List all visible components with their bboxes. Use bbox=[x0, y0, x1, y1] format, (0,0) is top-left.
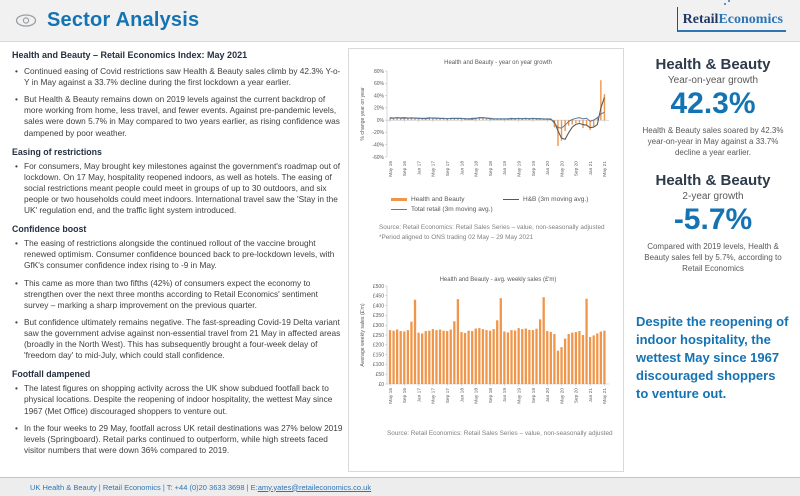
svg-text:Jan 21: Jan 21 bbox=[588, 388, 594, 403]
svg-text:Jan 17: Jan 17 bbox=[417, 388, 423, 403]
svg-text:Average weekly sales (£'m): Average weekly sales (£'m) bbox=[360, 303, 366, 367]
legend-label: Total retail (3m moving avg.) bbox=[411, 206, 493, 213]
source-line: Source: Retail Economics: Retail Sales Series – value, non-seasonally adjusted bbox=[387, 430, 613, 438]
legend-label: Health and Beauty bbox=[411, 196, 465, 203]
legend-swatch-dark bbox=[503, 199, 519, 201]
eye-icon bbox=[15, 13, 37, 28]
svg-text:Sep 19: Sep 19 bbox=[531, 388, 537, 404]
source-line: *Period aligned to ONS trading 02 May – 29 May 2021 bbox=[379, 233, 534, 241]
svg-text:May 19: May 19 bbox=[517, 388, 523, 404]
svg-text:Jan 19: Jan 19 bbox=[503, 161, 509, 176]
svg-text:May 18: May 18 bbox=[474, 161, 480, 177]
svg-text:Jan 18: Jan 18 bbox=[460, 388, 466, 403]
stat-block1-desc: Health & Beauty sales soared by 42.3% year-on-year in May against a 33.7% decline a year earlier. bbox=[642, 126, 784, 157]
svg-text:80%: 80% bbox=[373, 68, 384, 75]
svg-text:May 21: May 21 bbox=[603, 388, 609, 404]
legend-label: H&B (3m moving avg.) bbox=[523, 196, 589, 203]
svg-text:May 16: May 16 bbox=[388, 161, 394, 177]
bullet-point: • This came as more than two fifths (42%) of consumers expect the economy to strengthen over the next three months according to Retail Economics' sentiment survey – marking a sharp improvement on the previous quarter. bbox=[12, 278, 344, 311]
stat-block1-title: Health & Beauty bbox=[655, 56, 771, 73]
header-bar bbox=[0, 0, 800, 42]
svg-text:% change year on year: % change year on year bbox=[360, 87, 366, 141]
svg-text:Health and Beauty - avg. weekl: Health and Beauty - avg. weekly sales (£'m) bbox=[439, 277, 557, 284]
stats-column bbox=[634, 56, 792, 402]
svg-text:£0: £0 bbox=[378, 382, 384, 389]
bullet-point: • But confidence ultimately remains negative. The fast-spreading Covid-19 Delta variant saw the government advise against non-essential travel from 21 May in affected areas (broadly in the North West). This has subsequently brought a four-week delay of 'freedom day' to mid-July, which could stall confidence. bbox=[12, 317, 344, 361]
svg-text:May 16: May 16 bbox=[388, 388, 394, 404]
stat-block2-desc: Compared with 2019 levels, Health & Beauty sales fell by 5.7%, according to Retail Economics bbox=[644, 242, 782, 273]
stat-block2-title: Health & Beauty bbox=[655, 172, 771, 190]
svg-text:-40%: -40% bbox=[372, 142, 384, 149]
stat-block1-subtitle: Year-on-year growth bbox=[667, 75, 759, 86]
svg-text:20%: 20% bbox=[373, 105, 384, 112]
svg-text:60%: 60% bbox=[373, 81, 384, 88]
svg-text:May 18: May 18 bbox=[474, 388, 480, 404]
weekly-sales-chart bbox=[357, 272, 615, 422]
svg-text:May 17: May 17 bbox=[431, 161, 437, 177]
svg-text:40%: 40% bbox=[373, 93, 384, 100]
legend-item-total-retail bbox=[391, 206, 503, 213]
svg-text:-20%: -20% bbox=[372, 130, 384, 137]
svg-text:-60%: -60% bbox=[372, 154, 384, 161]
svg-text:£500: £500 bbox=[372, 284, 384, 291]
svg-text:May 20: May 20 bbox=[560, 388, 566, 404]
bullet-point: • The easing of restrictions alongside the continued rollout of the vaccine brought renewed optimism. Consumer confidence bounced back to pre-lockdown levels, with GfK's consumer confidence index rising to -9 in May. bbox=[12, 238, 344, 271]
source-line: Source: Retail Economics: Retail Sales Series – value, non-seasonally adjusted bbox=[379, 224, 605, 231]
page-title: Sector Analysis bbox=[47, 9, 200, 31]
svg-text:Health and Beauty - year on ye: Health and Beauty - year on year growth bbox=[444, 60, 552, 66]
legend-swatch-blue bbox=[391, 209, 407, 211]
svg-text:Sep 19: Sep 19 bbox=[531, 161, 537, 177]
svg-text:May 21: May 21 bbox=[603, 161, 609, 177]
svg-text:Sep 17: Sep 17 bbox=[445, 161, 451, 177]
report-title: Health and Beauty – Retail Economics Index: May 2021 bbox=[12, 50, 248, 60]
section-heading-easing: Easing of restrictions bbox=[12, 146, 102, 157]
bullet-point: • For consumers, May brought key milestones against the government's roadmap out of lockdown. On 17 May, hospitality reopened indoors, as well as hotels. The easing of social restrictions meant people could meet in groups of up to 30 outdoors, and six people or two households could meet indoors. International travel saw the 'Stay in the UK' regulation end, and the traffic light system introduced. bbox=[12, 161, 344, 217]
svg-text:May 20: May 20 bbox=[560, 161, 566, 177]
section-heading-footfall: Footfall dampened bbox=[12, 369, 91, 380]
svg-text:£150: £150 bbox=[372, 352, 384, 359]
svg-text:£300: £300 bbox=[372, 323, 384, 330]
svg-text:Jan 19: Jan 19 bbox=[503, 388, 509, 403]
svg-text:Sep 17: Sep 17 bbox=[445, 388, 451, 404]
bullet-point: • But Health & Beauty remains down on 2019 levels against the current backdrop of more working from home, less travel, and fewer events. Against pre-pandemic levels, sales were down 5.7% in May compared to two years earlier, as rising confidence was dampened by poor weather. bbox=[12, 94, 344, 138]
svg-text:May 17: May 17 bbox=[431, 388, 437, 404]
svg-text:Sep 20: Sep 20 bbox=[574, 161, 580, 177]
svg-text:Sep 18: Sep 18 bbox=[488, 388, 494, 404]
svg-text:£250: £250 bbox=[372, 333, 384, 340]
svg-text:Sep 18: Sep 18 bbox=[488, 161, 494, 177]
svg-text:Sep 16: Sep 16 bbox=[403, 388, 409, 404]
svg-text:Sep 20: Sep 20 bbox=[574, 388, 580, 404]
chart-source-note bbox=[379, 223, 615, 242]
svg-text:May 19: May 19 bbox=[517, 161, 523, 177]
bullet-point: • In the four weeks to 29 May, footfall across UK retail destinations was 27% below 2019 levels (Springboard). Retail parks continued to outperform, while high streets faced visitor numbers that were down 36% compared to 2019. bbox=[12, 423, 344, 456]
logo-retail-text: Retail bbox=[682, 12, 719, 27]
chart-panel bbox=[348, 48, 624, 472]
svg-text:Jan 18: Jan 18 bbox=[460, 161, 466, 176]
footer-bar bbox=[0, 477, 800, 496]
legend-item-hb-avg bbox=[503, 196, 615, 203]
pull-quote: Despite the reopening of indoor hospitality, the wettest May since 1967 discouraged shoppers to venture out. bbox=[636, 313, 789, 401]
yoy-growth-chart bbox=[357, 55, 615, 195]
svg-text:Jan 21: Jan 21 bbox=[588, 161, 594, 176]
footer-text: UK Health & Beauty | Retail Economics | T: +44 (0)20 3633 3698 | E: bbox=[30, 482, 258, 492]
bullet-point: • Continued easing of Covid restrictions saw Health & Beauty sales climb by 42.3% Y-o-Y in May against a 33.7% decline during the first lockdown a year earlier. bbox=[12, 66, 344, 88]
analysis-text-column bbox=[12, 50, 344, 462]
svg-text:Sep 16: Sep 16 bbox=[403, 161, 409, 177]
bullet-point: • The latest figures on shopping activity across the UK show subdued footfall back to physical locations. Despite the reopening of indoor hospitality, the wettest May since 1967 (Met Office) discouraged shoppers to venture out. bbox=[12, 383, 344, 416]
legend-swatch-orange bbox=[391, 198, 407, 202]
svg-text:£50: £50 bbox=[375, 372, 384, 379]
svg-text:£400: £400 bbox=[372, 303, 384, 310]
svg-text:£200: £200 bbox=[372, 342, 384, 349]
stat-block1-value: 42.3% bbox=[670, 87, 756, 120]
legend-item-health-beauty bbox=[391, 196, 503, 203]
svg-text:£350: £350 bbox=[372, 313, 384, 320]
svg-text:Jan 17: Jan 17 bbox=[417, 161, 423, 176]
svg-text:Jan 20: Jan 20 bbox=[546, 161, 552, 176]
svg-text:£450: £450 bbox=[372, 293, 384, 300]
chart-source-note bbox=[387, 429, 615, 439]
logo-economics-text: Economics bbox=[718, 12, 783, 27]
stat-block2-subtitle: 2-year growth bbox=[682, 191, 744, 203]
footer-email-link[interactable]: amy.yates@retaileconomics.co.uk bbox=[257, 482, 372, 492]
svg-text:£100: £100 bbox=[372, 362, 384, 369]
svg-text:Jan 20: Jan 20 bbox=[546, 388, 552, 403]
retail-economics-logo bbox=[677, 7, 786, 32]
svg-text:0%: 0% bbox=[376, 117, 384, 124]
stat-block2-value: -5.7% bbox=[673, 203, 753, 237]
chart-legend bbox=[357, 196, 615, 216]
section-heading-confidence: Confidence boost bbox=[12, 224, 87, 235]
